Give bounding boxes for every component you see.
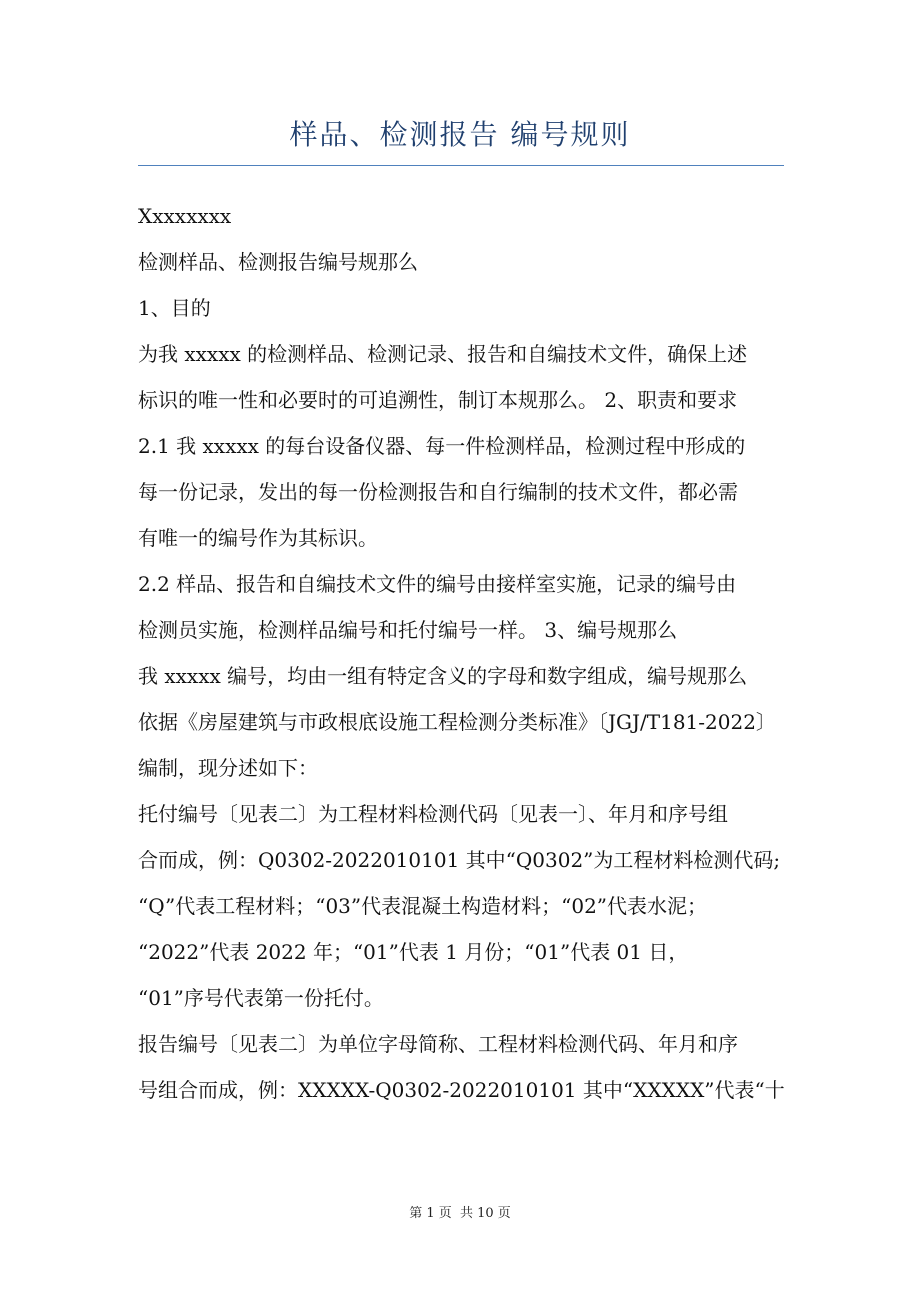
title-divider <box>138 165 784 166</box>
page-number: 第 1 页 <box>409 1206 452 1221</box>
body-line: “Q”代表工程材料；“03”代表混凝土构造材料；“02”代表水泥； <box>138 894 708 918</box>
body-line: 依据《房屋建筑与市政根底设施工程检测分类标准》〔JGJ/T181-2022〕 <box>138 710 776 734</box>
body-line: 编制，现分述如下： <box>138 756 318 780</box>
body-line: “01”序号代表第一份托付。 <box>138 986 384 1010</box>
body-line: Xxxxxxxx <box>138 204 232 228</box>
body-line: 每一份记录，发出的每一份检测报告和自行编制的技术文件，都必需 <box>138 480 738 504</box>
page-total: 共 10 页 <box>459 1206 511 1221</box>
body-line: 2.1 我 xxxxx 的每台设备仪器、每一件检测样品，检测过程中形成的 <box>138 434 746 458</box>
body-line: 检测员实施，检测样品编号和托付编号一样。 3、编号规那么 <box>138 618 678 642</box>
page-footer <box>0 1204 920 1224</box>
body-line: 有唯一的编号作为其标识。 <box>138 526 378 550</box>
body-line: 2.2 样品、报告和自编技术文件的编号由接样室实施，记录的编号由 <box>138 572 737 596</box>
body-line: 标识的唯一性和必要时的可追溯性，制订本规那么。 2、职责和要求 <box>138 388 738 412</box>
body-line: 合而成，例：Q0302-2022010101 其中“Q0302”为工程材料检测代码; <box>138 848 781 872</box>
document-title: 样品、检测报告 编号规则 <box>289 118 631 151</box>
document-body <box>138 196 788 1116</box>
body-line: 1、目的 <box>138 296 211 320</box>
body-line: 我 xxxxx 编号，均由一组有特定含义的字母和数字组成，编号规那么 <box>138 664 748 688</box>
body-line: 检测样品、检测报告编号规那么 <box>138 250 418 274</box>
body-line: 托付编号〔见表二〕为工程材料检测代码〔见表一〕、年月和序号组 <box>138 802 728 826</box>
body-line: 号组合而成，例：XXXXX-Q0302-2022010101 其中“XXXXX”代表“十 <box>138 1078 785 1102</box>
body-line: 为我 xxxxx 的检测样品、检测记录、报告和自编技术文件，确保上述 <box>138 342 748 366</box>
body-line: “2022”代表 2022 年；“01”代表 1 月份；“01”代表 01 日， <box>138 940 689 964</box>
body-line: 报告编号〔见表二〕为单位字母简称、工程材料检测代码、年月和序 <box>138 1032 738 1056</box>
